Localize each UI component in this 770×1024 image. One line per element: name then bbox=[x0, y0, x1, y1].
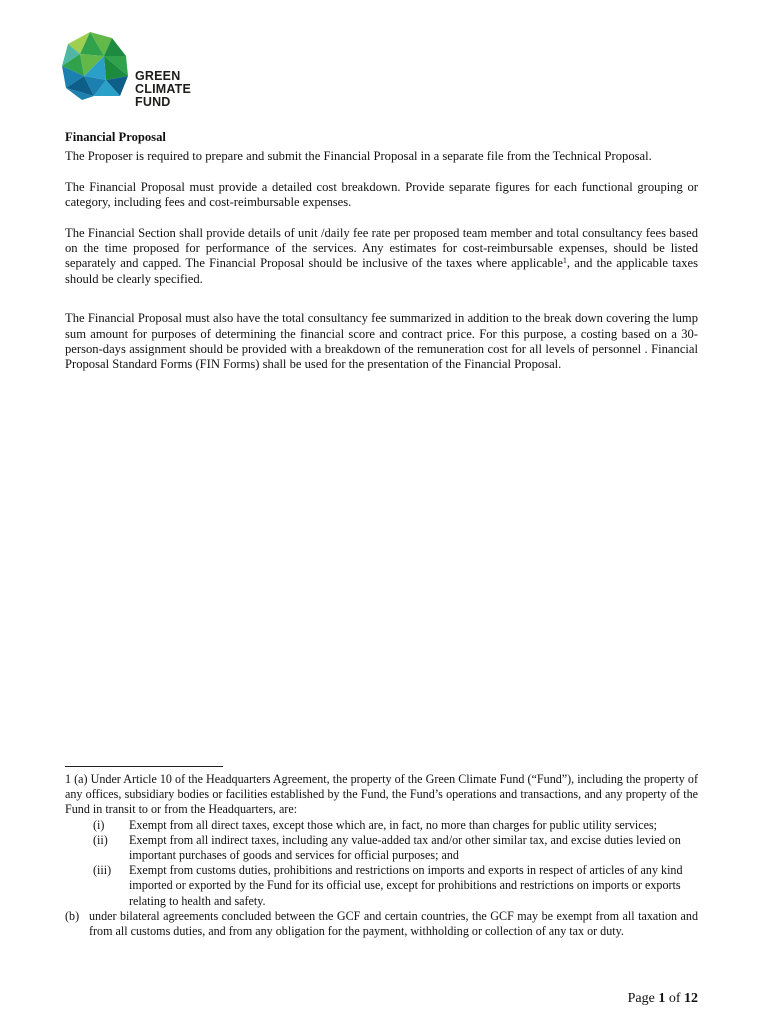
footnote-block bbox=[65, 772, 698, 939]
footnote-item-ii bbox=[65, 833, 698, 863]
page-total: 12 bbox=[684, 991, 698, 1006]
logo-line-3: FUND bbox=[135, 95, 171, 109]
footnote-item-b bbox=[65, 909, 698, 939]
footnote-item-b-text: under bilateral agreements concluded between the GCF and certain countries, the GCF may be exempt from all taxation and from all customs duties, and from any obligation for the payment, withholding or collection of any tax or duty. bbox=[89, 908, 698, 939]
footnote-intro: 1 (a) Under Article 10 of the Headquarters Agreement, the property of the Green Climate Fund (“Fund”), including the property of any offices, subsidiary bodies or facilities established by the Fund, the Fund’s operations and transactions, and any property of the Fund in transit to or from the Headquarters, are: bbox=[65, 772, 698, 817]
footnote-item-number: (i) bbox=[93, 817, 105, 832]
gcf-logo-mark-icon bbox=[60, 30, 132, 114]
footnote-item-text: Exempt from all direct taxes, except those which are, in fact, no more than charges for public utility services; bbox=[129, 817, 658, 832]
footnote-item-number: (ii) bbox=[93, 832, 108, 847]
footnote-item-b-number: (b) bbox=[65, 908, 80, 923]
footnote-reference[interactable]: 1 bbox=[562, 256, 567, 266]
page-current: 1 bbox=[658, 991, 666, 1006]
footnote-item-iii bbox=[65, 863, 698, 909]
logo-line-2: CLIMATE bbox=[135, 82, 192, 96]
page-of: of bbox=[668, 991, 681, 1006]
page-label: Page bbox=[627, 991, 655, 1006]
paragraph-1: The Proposer is required to prepare and submit the Financial Proposal in a separate file from the Technical Proposal. bbox=[65, 149, 652, 164]
section-heading: Financial Proposal bbox=[65, 130, 166, 144]
page-number bbox=[628, 991, 698, 1007]
paragraph-3-text: The Financial Section shall provide details of unit /daily fee rate per proposed team member and total consultancy fees based on the time proposed for performance of the services. Any estimates for cost-reimbursable expenses, should be listed separately and capped. The Financial Proposal should be inclusive of the taxes where applicable bbox=[65, 225, 698, 271]
paragraph-3 bbox=[65, 226, 698, 288]
footnote-item-text: Exempt from all indirect taxes, including any value-added tax and/or other similar tax, and excise duties levied on important purchases of goods and services for official purposes; and bbox=[129, 832, 681, 863]
footnote-item-number: (iii) bbox=[93, 863, 112, 878]
gcf-wordmark bbox=[135, 70, 191, 109]
footnote-item-i bbox=[65, 818, 698, 833]
footnote-separator bbox=[65, 766, 223, 767]
gcf-logo bbox=[60, 30, 200, 114]
paragraph-4: The Financial Proposal must also have the total consultancy fee summarized in addition to the break down covering the lump sum amount for purposes of determining the financial score and contract price. For this purpose, a costing based on a 30-person-days assignment should be provided with a breakdown of the remuneration cost for all levels of personnel . Financial Proposal Standard Forms (FIN Forms) shall be used for the presentation of the Financial Proposal. bbox=[65, 311, 698, 372]
paragraph-2: The Financial Proposal must provide a detailed cost breakdown. Provide separate figures for each functional grouping or category, including fees and cost-reimbursable expenses. bbox=[65, 179, 698, 210]
financial-proposal-section bbox=[65, 130, 698, 388]
footnote-item-text: Exempt from customs duties, prohibitions and restrictions on imports and exports in respect of articles of any kind imported or exported by the Fund for its official use, except for prohibitions and restrictions on imports or exports relating to health and safety. bbox=[129, 863, 683, 908]
paragraph-3-tail: , and the applicable taxes should be clearly specified. bbox=[65, 256, 698, 286]
logo-line-1: GREEN bbox=[135, 69, 181, 83]
